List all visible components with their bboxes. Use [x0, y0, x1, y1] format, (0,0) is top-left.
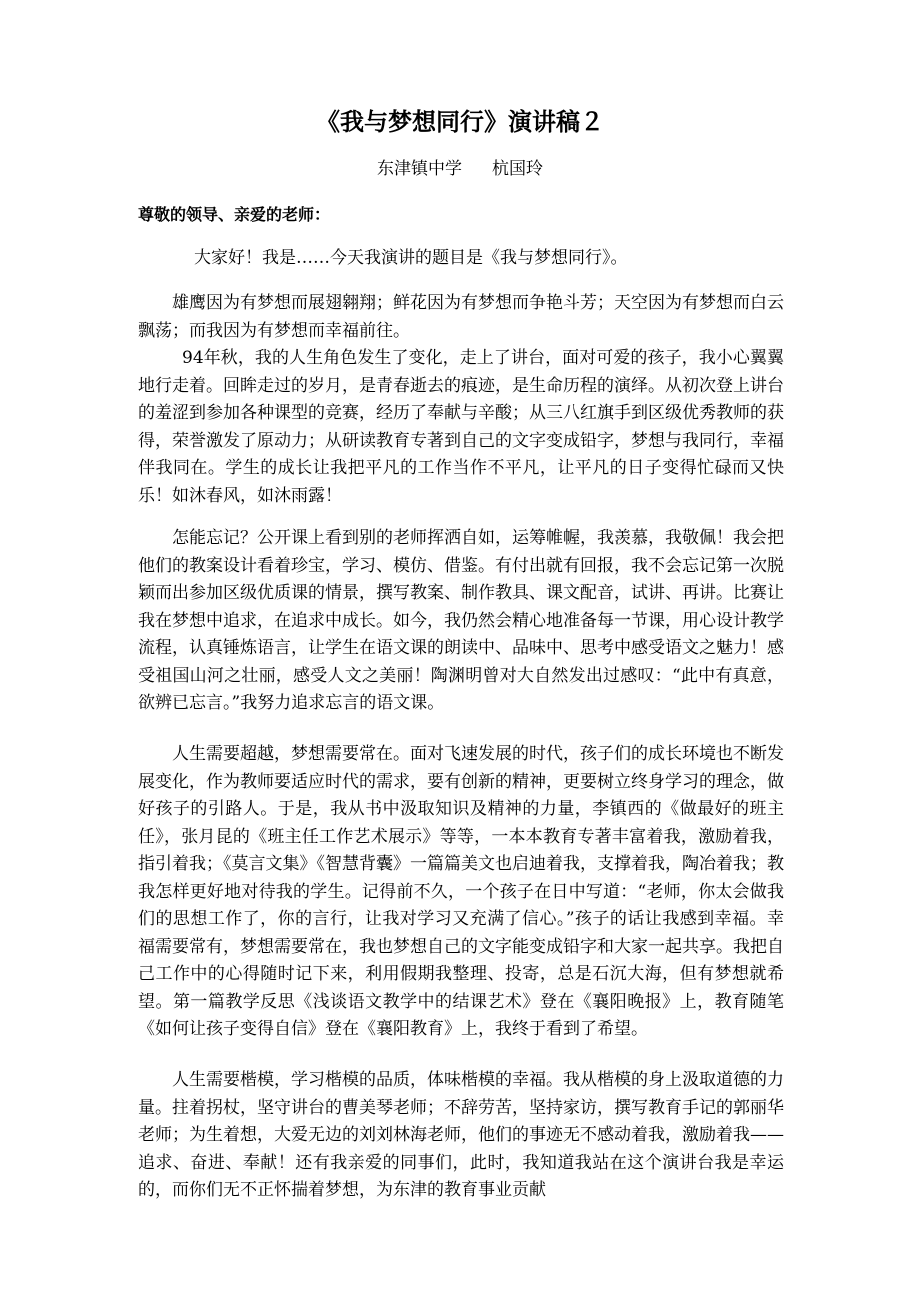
author-name: 杭国玲 — [492, 159, 543, 179]
school-name: 东津镇中学 — [377, 159, 462, 179]
byline — [0, 156, 920, 182]
paragraph-surpass: 人生需要超越，梦想需要常在。面对飞速发展的时代，孩子们的成长环境也不断发展变化，作为教师要适应时代的需求，要有创新的精神，更要树立终身学习的理念，做好孩子的引路人。于是，我从书中汲取知识及精神的力量，李镇西的《做最好的班主任》，张月昆的《班主任工作艺术展示》等等，一本本教育专著丰富着我，激励着我，指引着我；《莫言文集》《智慧背囊》一篇篇美文也启迪着我，支撑着我，陶冶着我；教我怎样更好地对待我的学生。记得前不久，一个孩子在日中写道：“老师，你太会做我们的思想工作了，你的言行，让我对学习又充满了信心。”孩子的话让我感到幸福。幸福需要常有，梦想需要常在，我也梦想自己的文字能变成铅字和大家一起共享。我把自己工作中的心得随时记下来，利用假期我整理、投寄，总是石沉大海，但有梦想就希望。第一篇教学反思《浅谈语文教学中的结课艺术》登在《襄阳晚报》上，教育随笔《如何让孩子变得自信》登在《襄阳教育》上，我终于看到了希望。 — [138, 744, 784, 1039]
paragraph-greeting: 大家好！我是……今天我演讲的题目是《我与梦想同行》。 — [194, 248, 628, 268]
paragraph-role-models: 人生需要楷模，学习楷模的品质，体味楷模的幸福。我从楷模的身上汲取道德的力量。拄着拐杖，坚守讲台的曹美琴老师；不辞劳苦，坚持家访，撰写教育手记的郭丽华老师；为生着想，大爱无边的刘刘林海老师，他们的事迹无不感动着我，激励着我——追求、奋进、奉献！还有我亲爱的同事们，此时，我知道我站在这个演讲台我是幸运的，而你们无不正怀揣着梦想，为东津的教育事业贡献 — [138, 1070, 784, 1200]
document-title: 《我与梦想同行》演讲稿２ — [316, 107, 604, 136]
paragraph-open-class: 怎能忘记？公开课上看到别的老师挥洒自如，运筹帷幄，我羡慕，我敬佩！我会把他们的教案设计看着珍宝，学习、模仿、借鉴。有付出就有回报，我不会忘记第一次脱颖而出参加区级优质课的情景，撰写教案、制作教具、课文配音，试讲、再讲。比赛让我在梦想中追求，在追求中成长。如今，我仍然会精心地准备每一节课，用心设计教学流程，认真锤炼语言，让学生在语文课的朗读中、品味中、思考中感受语文之魅力！感受祖国山河之壮丽，感受人文之美丽！陶渊明曾对大自然发出过感叹：“此中有真意，欲辨已忘言。”我努力追求忘言的语文课。 — [138, 528, 784, 713]
paragraph-eagle: 雄鹰因为有梦想而展翅翱翔；鲜花因为有梦想而争艳斗芳；天空因为有梦想而白云飘荡；而我因为有梦想而幸福前往。 — [138, 293, 784, 341]
paragraph-career-start: 94年秋，我的人生角色发生了变化，走上了讲台，面对可爱的孩子，我小心翼翼地行走着。回眸走过的岁月，是青春逝去的痕迹，是生命历程的演绎。从初次登上讲台的羞涩到参加各种课型的竞赛，经历了奉献与辛酸；从三八红旗手到区级优秀教师的获得，荣誉激发了原动力；从研读教育专著到自己的文字变成铅字，梦想与我同行，幸福伴我同在。学生的成长让我把平凡的工作当作不平凡，让平凡的日子变得忙碌而又快乐！如沐春风，如沐雨露！ — [138, 348, 784, 506]
salutation: 尊敬的领导、亲爱的老师： — [138, 205, 331, 224]
